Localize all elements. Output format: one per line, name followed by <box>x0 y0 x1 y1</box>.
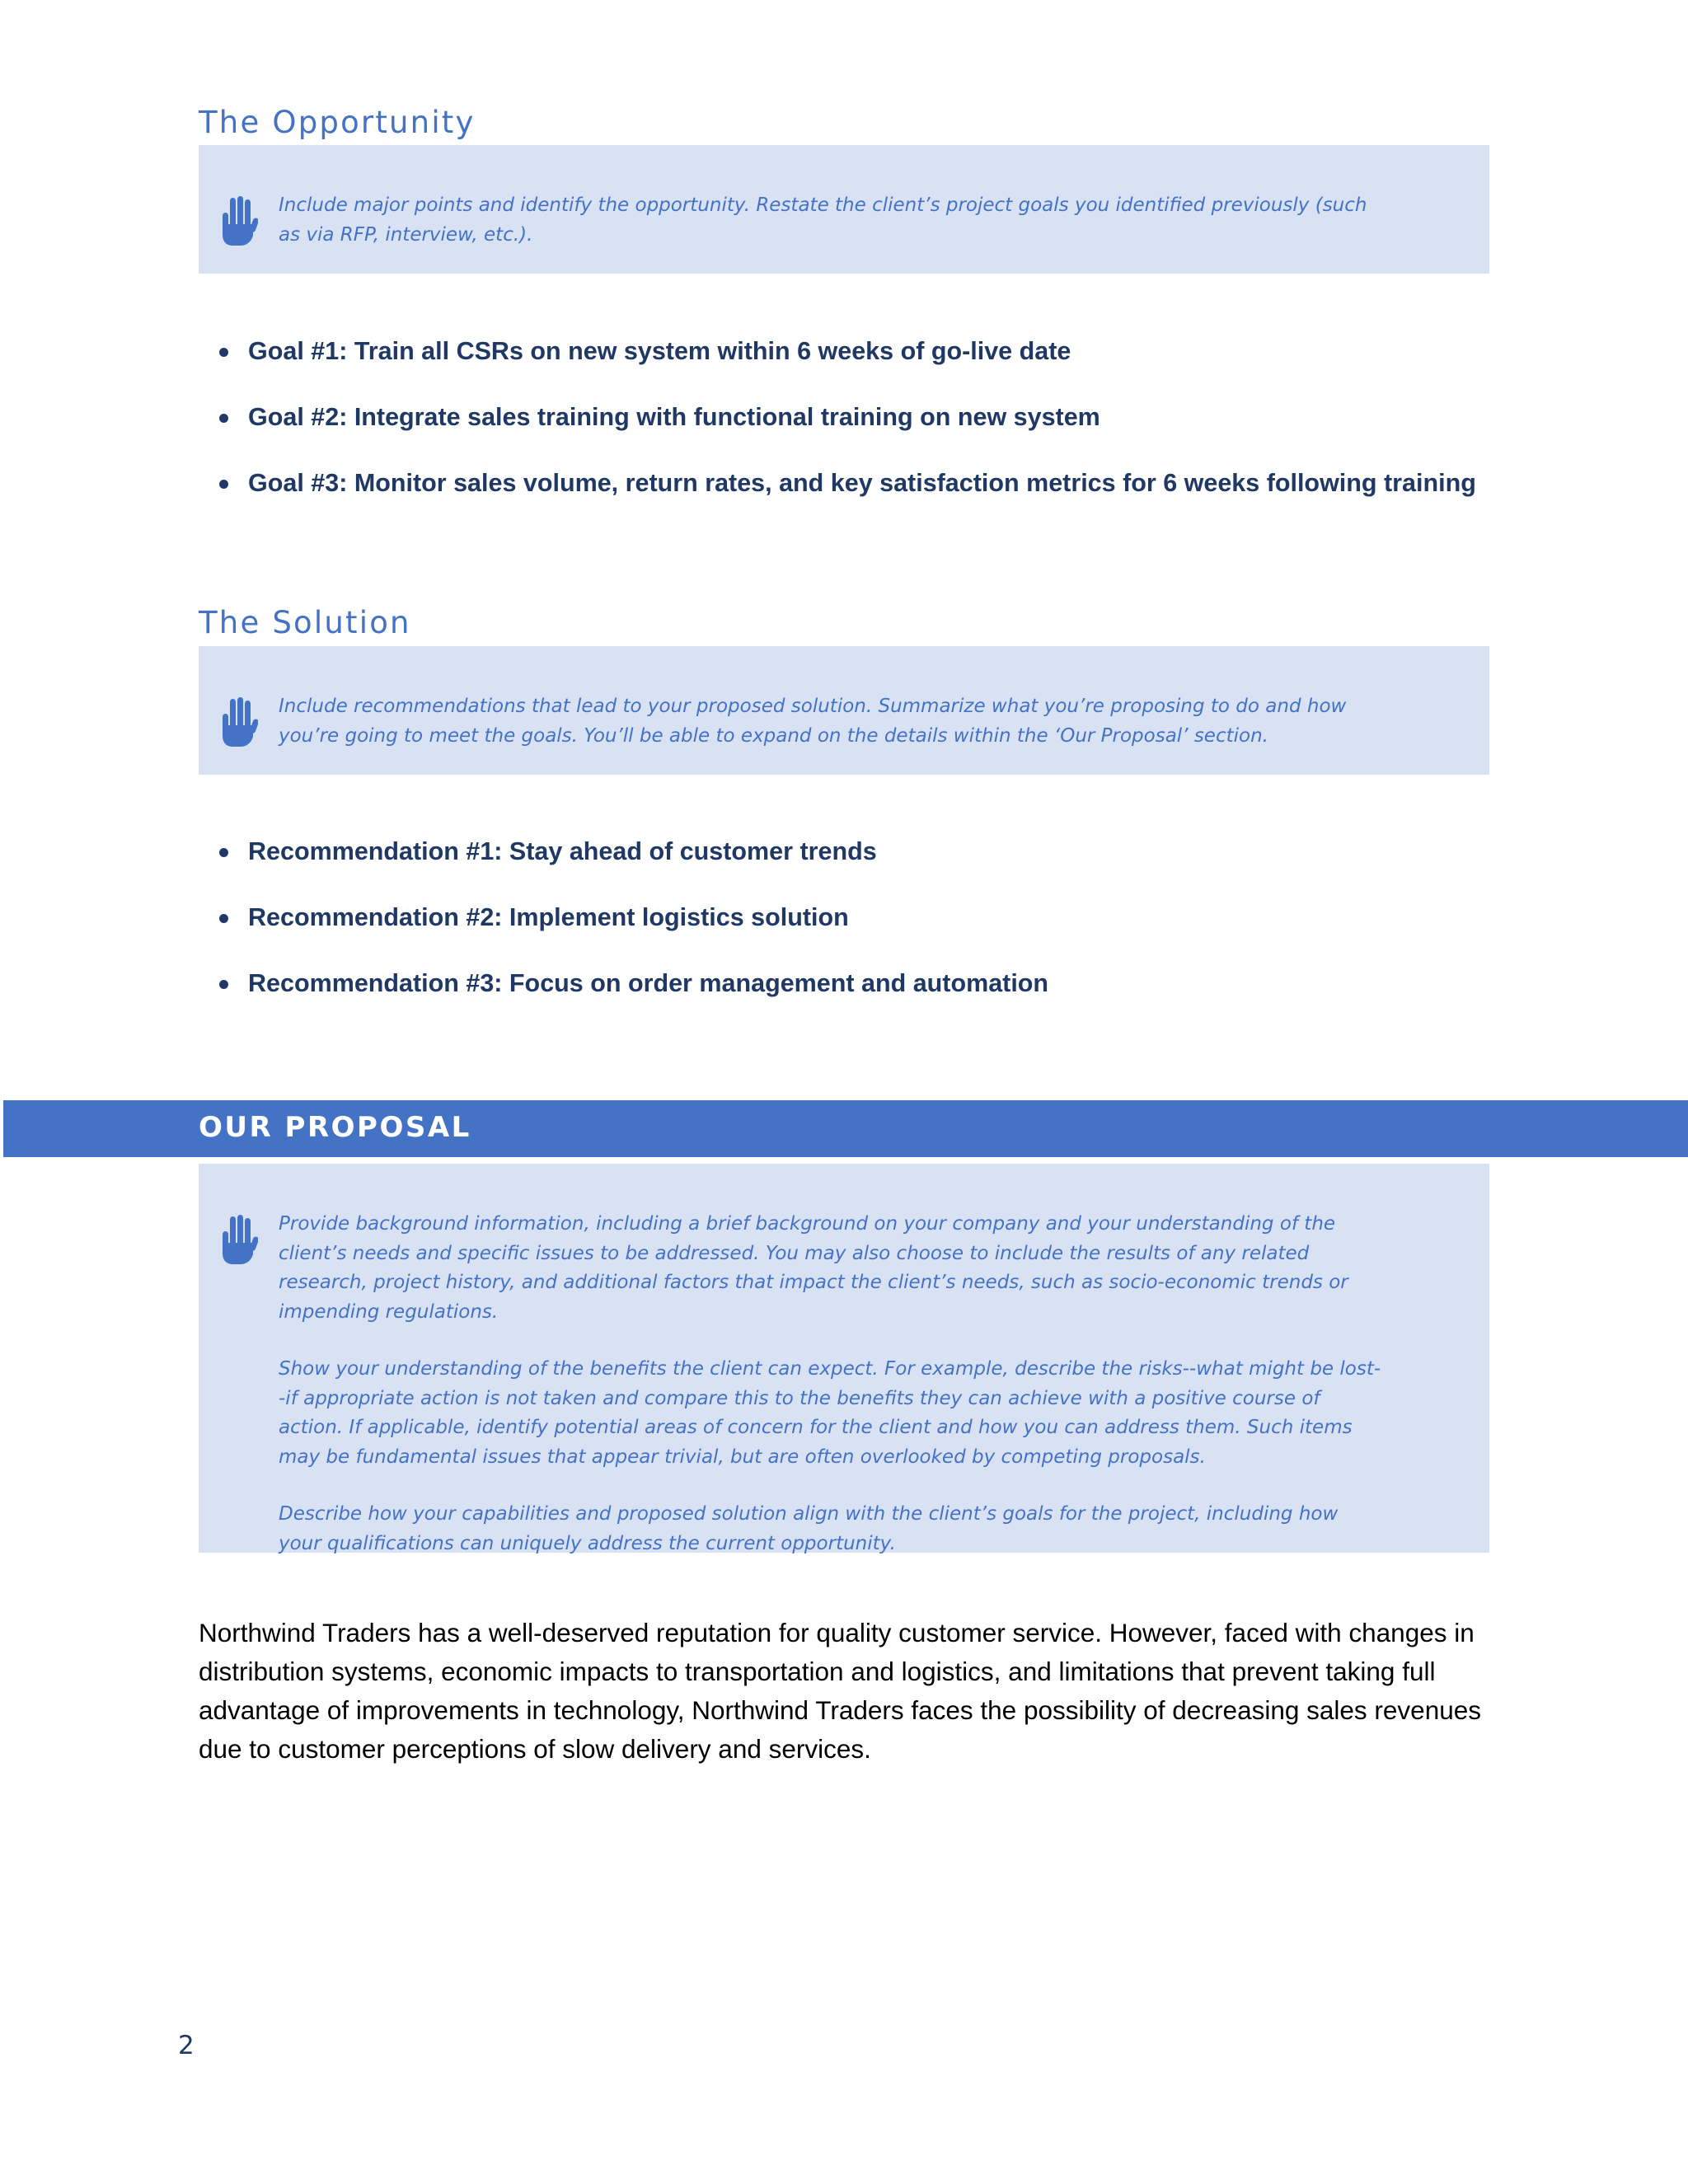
recommendation-text: Recommendation #3: Focus on order management and automation <box>248 969 1049 997</box>
bullet-icon <box>219 848 228 857</box>
proposal-body-paragraph: Northwind Traders has a well-deserved reputation for quality customer service. However, faced with changes in distribution systems, economic impacts to transportation and logistics, and limitations that prevent taking full advantage of improvements in technology, Northwind Traders faces the possibility of decreasing sales revenues due to customer perceptions of slow delivery and services. <box>199 1618 1482 1764</box>
solution-tip-text <box>279 692 1383 751</box>
hand-icon <box>218 196 258 249</box>
recommendation-item <box>216 971 1535 1037</box>
opportunity-tip-box <box>199 145 1489 274</box>
bullet-icon <box>219 980 228 989</box>
hand-icon <box>218 1215 258 1268</box>
page-number: 2 <box>178 2031 195 2060</box>
solution-tip-box <box>199 646 1489 775</box>
opportunity-tip-paragraph: Include major points and identify the opportunity. Restate the client’s project goals you identified previously (such as via RFP, interview, etc.). <box>279 194 1367 246</box>
recommendation-text: Recommendation #2: Implement logistics solution <box>248 903 849 931</box>
proposal-tip-paragraph: Describe how your capabilities and proposed solution align with the client’s goals for the project, including how your qualifications can uniquely address the current opportunity. <box>279 1503 1339 1554</box>
proposal-tip-paragraph: Show your understanding of the benefits the client can expect. For example, describe the risks--what might be lost--if appropriate action is not taken and compare this to the benefits they can achieve with a positive course of action. If applicable, identify potential areas of concern for the client and how you can address them. Such items may be fundamental issues that appear trivial, but are often overlooked by competing proposals. <box>279 1358 1381 1468</box>
recommendation-item <box>216 905 1535 971</box>
bullet-icon <box>219 348 228 357</box>
opportunity-tip-text <box>279 191 1383 250</box>
proposal-tip-box <box>199 1164 1489 1553</box>
bullet-icon <box>219 414 228 423</box>
goal-text: Goal #1: Train all CSRs on new system within 6 weeks of go-live date <box>248 337 1071 365</box>
hand-icon <box>218 697 258 750</box>
proposal-banner <box>3 1100 1688 1157</box>
proposal-heading: OUR PROPOSAL <box>199 1111 471 1144</box>
recommendation-list <box>216 839 1535 1037</box>
recommendation-item <box>216 839 1535 905</box>
goal-text: Goal #3: Monitor sales volume, return rates, and key satisfaction metrics for 6 weeks following training <box>248 469 1476 497</box>
bullet-icon <box>219 914 228 923</box>
solution-heading: The Solution <box>199 605 411 640</box>
proposal-tip-text <box>279 1210 1383 1558</box>
bullet-icon <box>219 480 228 489</box>
proposal-tip-paragraph: Provide background information, including a brief background on your company and your understanding of the client’s needs and specific issues to be addressed. You may also choose to include the results of any related research, project history, and additional factors that impact the client’s needs, such as socio-economic trends or impending regulations. <box>279 1213 1348 1323</box>
solution-tip-paragraph: Include recommendations that lead to your proposed solution. Summarize what you’re proposing to do and how you’re going to meet the goals. You’ll be able to expand on the details within the ‘Our Proposal’ section. <box>279 696 1347 747</box>
goal-item <box>216 405 1535 471</box>
goal-item <box>216 471 1535 537</box>
goal-item <box>216 339 1535 405</box>
goal-list <box>216 339 1535 537</box>
goal-text: Goal #2: Integrate sales training with functional training on new system <box>248 403 1100 431</box>
recommendation-text: Recommendation #1: Stay ahead of customer trends <box>248 837 877 865</box>
opportunity-heading: The Opportunity <box>199 105 476 140</box>
